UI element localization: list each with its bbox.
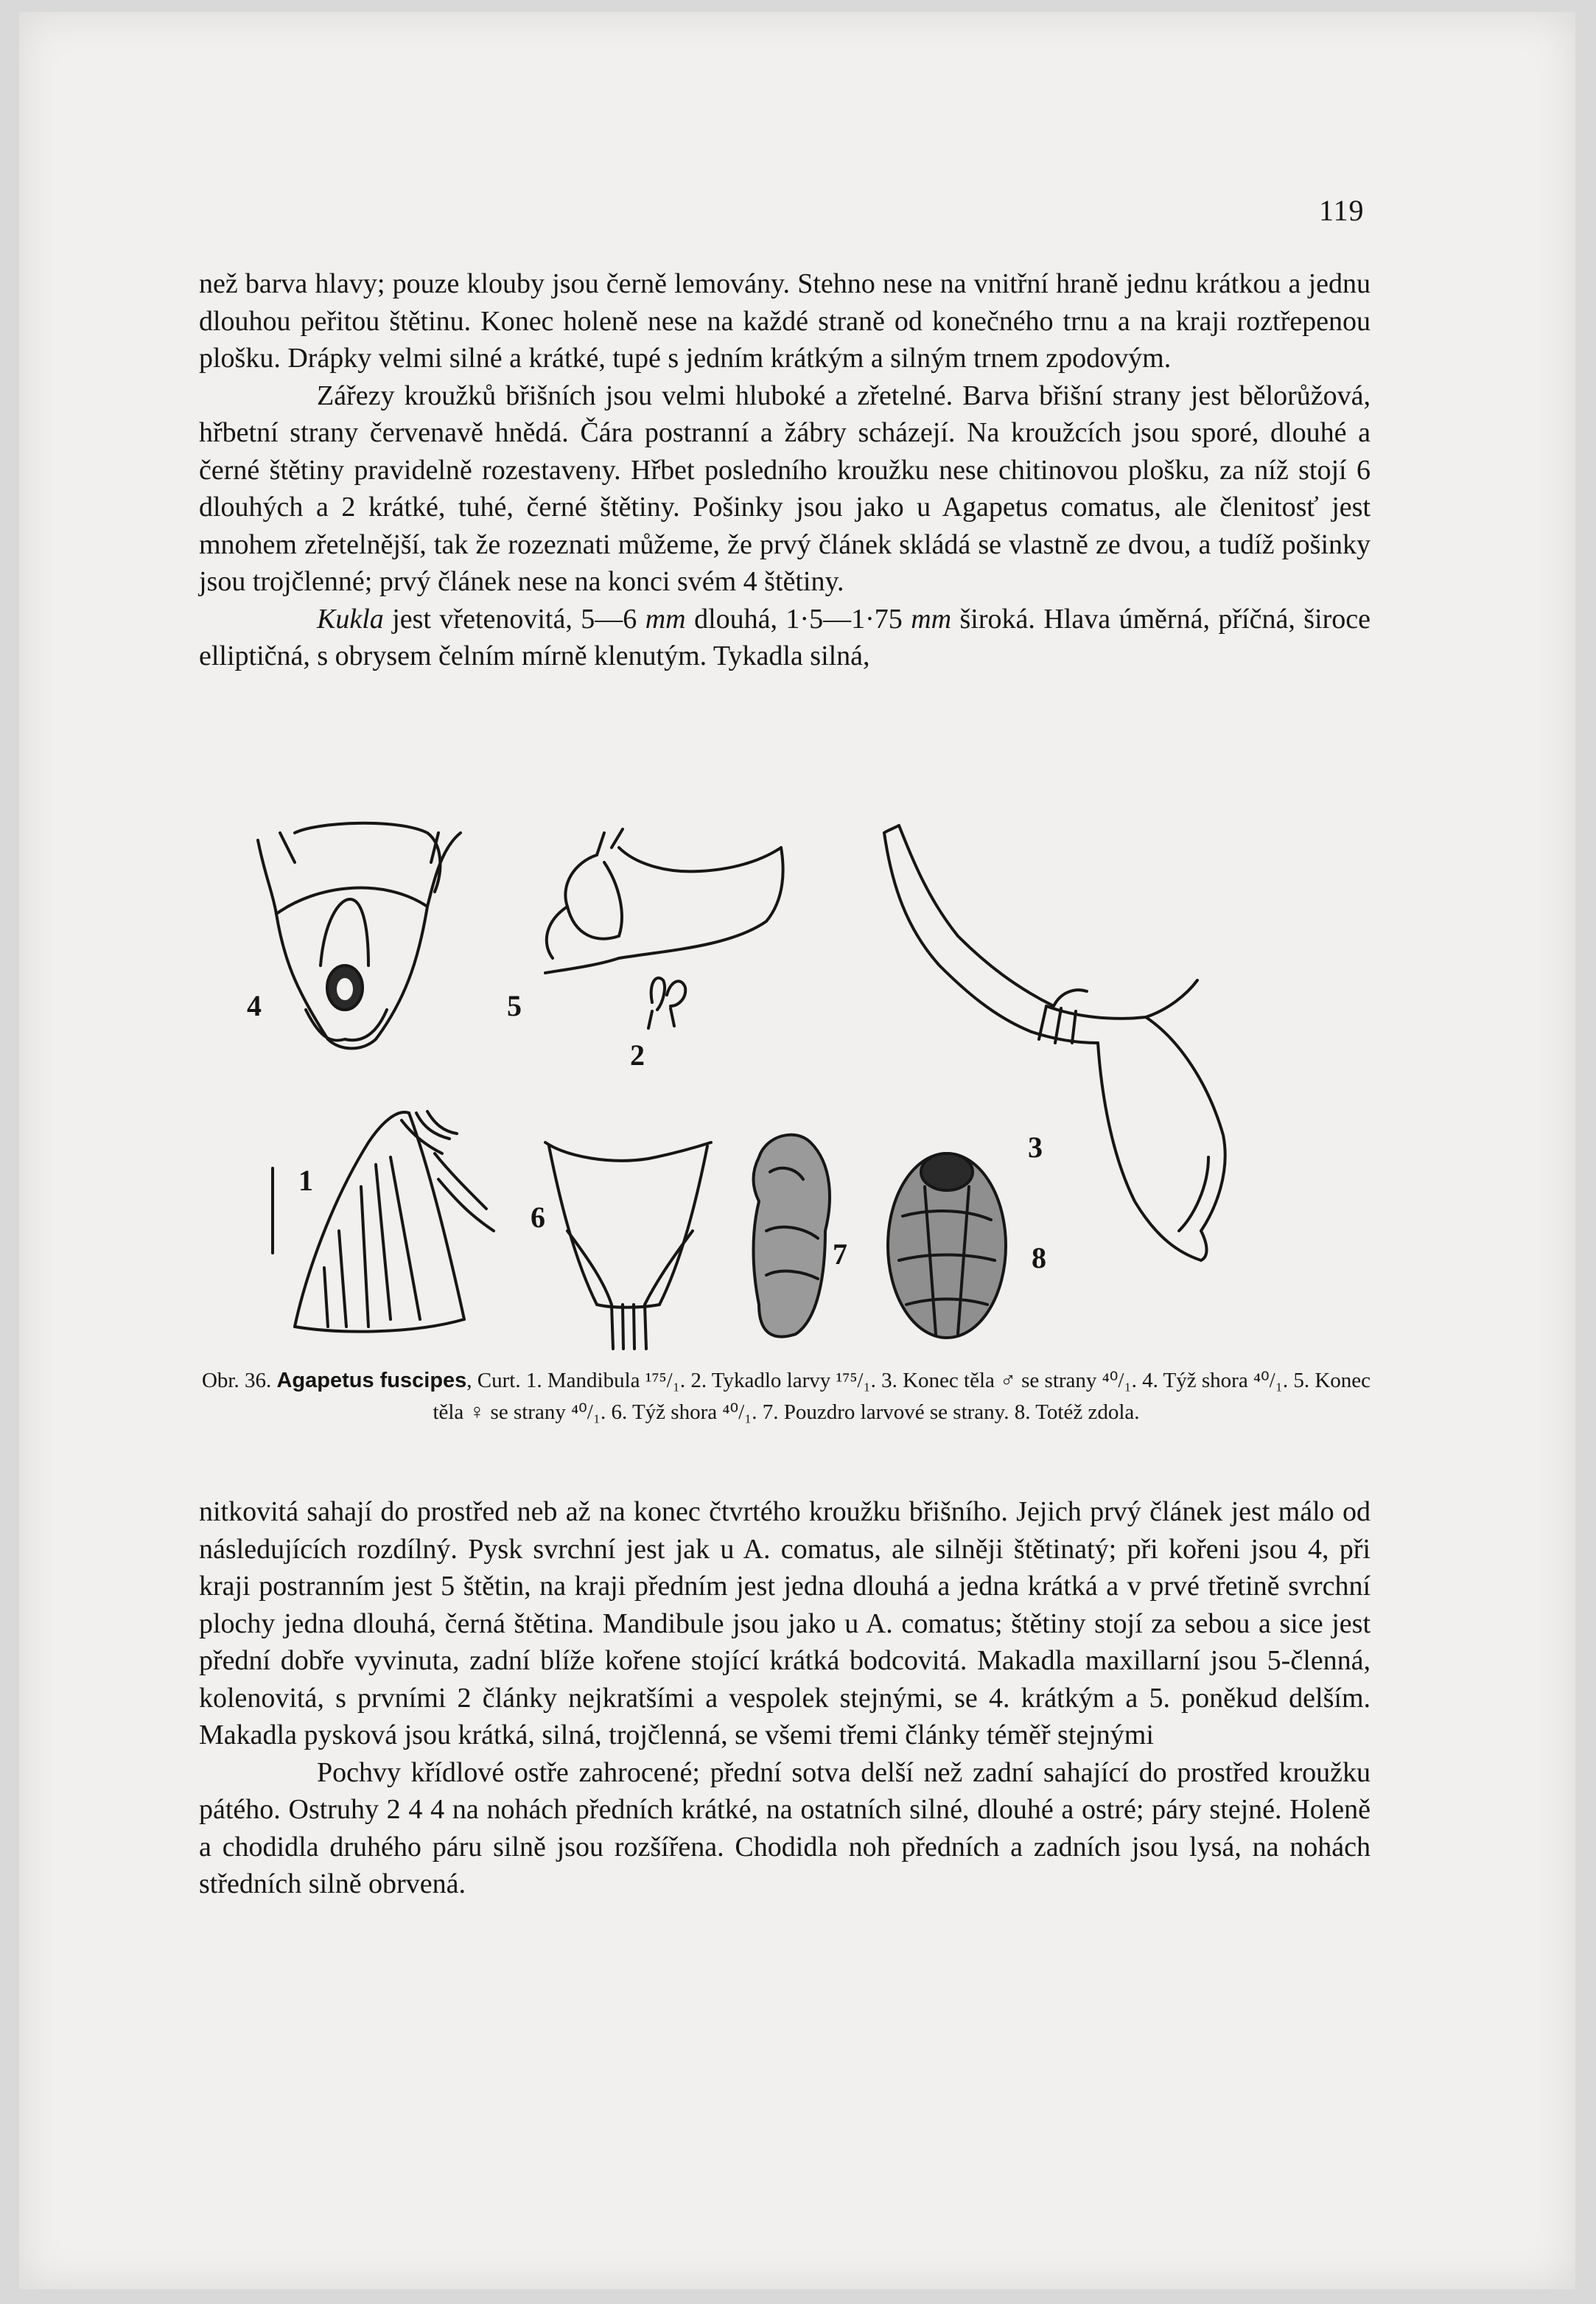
figure-label-4: 4 xyxy=(247,989,262,1022)
figure-drawings xyxy=(247,818,1385,1349)
figure-label-8: 8 xyxy=(1032,1241,1046,1274)
paragraph-pupa-description xyxy=(199,601,1371,675)
paragraph-antenna-description: nitkovitá sahají do prostřed neb až na konec čtvrtého kroužku břišního. Jejich prvý článek jest málo od následujících rozdílný. Pysk svrchní jest jak u A. comatus, ale silněji štětinatý; při kořeni jsou 4, při kraji postranním jest 5 štětin, na kraji předním jest jedna dlouhá a jedna krátká a v prvé třetině svrchní plochy jedna dlouhá, černá štětina. Mandibule jsou jako u A. comatus; štětiny stojí za sebou a sice jest přední dobře vyvinuta, zadní blíže kořene stojící krátká bodcovitá. Makadla maxillarní jsou 5-členná, kolenovitá, s prvními 2 články nejkratšími a vespolek stejnými, se 4. krátkým a 5. poněkud delším. Makadla pysková jsou krátká, silná, trojčlenná, se všemi třemi články téměř stejnými xyxy=(199,1496,1371,1750)
caption-prefix: Obr. 36. xyxy=(201,1369,277,1392)
paragraph-wing-description: Pochvy křídlové ostře zahrocené; přední sotva delší než zadní sahající do prostřed kroužku pátého. Ostruhy 2 4 4 na nohách předních krátké, na ostatních silné, dlouhé a ostré; páry stejné. Holeně a chodidla druhého páru silně jsou rozšířena. Chodidla noh předních a zadních jsou lysá, na nohách středních silně obrvená. xyxy=(199,1756,1371,1899)
drawing-1-mandible xyxy=(273,1111,494,1332)
drawing-7-case-side xyxy=(754,1135,830,1337)
figure-illustration xyxy=(247,818,1385,1349)
drawing-4-abdomen-top xyxy=(258,823,461,1049)
figure-label-1: 1 xyxy=(298,1164,313,1197)
figure-label-6: 6 xyxy=(531,1201,545,1234)
drawing-6-female-top xyxy=(545,1142,711,1349)
figure-label-7: 7 xyxy=(833,1237,847,1271)
figure-label-5: 5 xyxy=(507,989,522,1022)
paragraph-abdomen-description: Zářezy kroužků břišních jsou velmi hluboké a zřetelné. Barva břišní strany jest bělorůžová, hřbetní strany červenavě hnědá. Čára postranní a žábry scházejí. Na kroužcích jsou sporé, dlouhé a černé štětiny pravidelně rozestaveny. Hřbet posledního kroužku nese chitinovou plošku, za níž stojí 6 dlouhých a 2 krátké, tuhé, černé štětiny. Pošinky jsou jako u Agapetus comatus, ale členitosť jest mnohem zřetelnější, tak že rozeznati můžeme, že prvý článek skládá se vlastně ze dvou, a tudíž pošinky jsou trojčlenné; prvý článek nese na konci svém 4 štětiny. xyxy=(199,380,1371,597)
top-text-block xyxy=(199,265,1371,675)
drawing-5-abdomen-side xyxy=(545,829,783,973)
paragraph-leg-description: než barva hlavy; pouze klouby jsou černě lemovány. Stehno nese na vnitřní hraně jednu krátkou a jednu dlouhou peřitou štětinu. Konec holeně nese na každé straně od konečného trnu a na kraji roztřepenou plošku. Drápky velmi silné a krátké, tupé s jedním krátkým a silným trnem zpodovým. xyxy=(199,268,1371,374)
figure-label-3: 3 xyxy=(1028,1131,1043,1164)
caption-species: Agapetus fuscipes xyxy=(276,1369,467,1392)
figure-label-2: 2 xyxy=(630,1038,645,1072)
pupa-text-part2: dlouhá, 1·5—1·75 xyxy=(685,603,911,635)
pupa-term: Kukla xyxy=(317,603,384,635)
pupa-text-part1: jest vřetenovitá, 5—6 xyxy=(383,603,645,635)
figure-caption xyxy=(200,1365,1372,1428)
pupa-unit2: mm xyxy=(911,603,952,635)
drawing-2-antenna xyxy=(648,978,685,1028)
bottom-text-block xyxy=(199,1493,1371,1903)
drawing-8-case-under xyxy=(888,1153,1006,1338)
caption-text: , Curt. 1. Mandibula ¹⁷⁵/₁. 2. Tykadlo larvy ¹⁷⁵/₁. 3. Konec těla ♂ se strany ⁴⁰/₁. 4. Týž shora ⁴⁰/₁. 5. Konec těla ♀ se strany ⁴⁰/₁. 6. Týž shora ⁴⁰/₁. 7. Pouzdro larvové se strany. 8. Totéž zdola. xyxy=(433,1369,1371,1424)
pupa-text-part3: široká. Hlava úměrná, příčná, široce elliptičná, s obrysem čelním mírně klenutým. Tykadla silná, xyxy=(199,603,1371,671)
pupa-unit1: mm xyxy=(645,603,686,635)
page-number: 119 xyxy=(1319,194,1365,227)
